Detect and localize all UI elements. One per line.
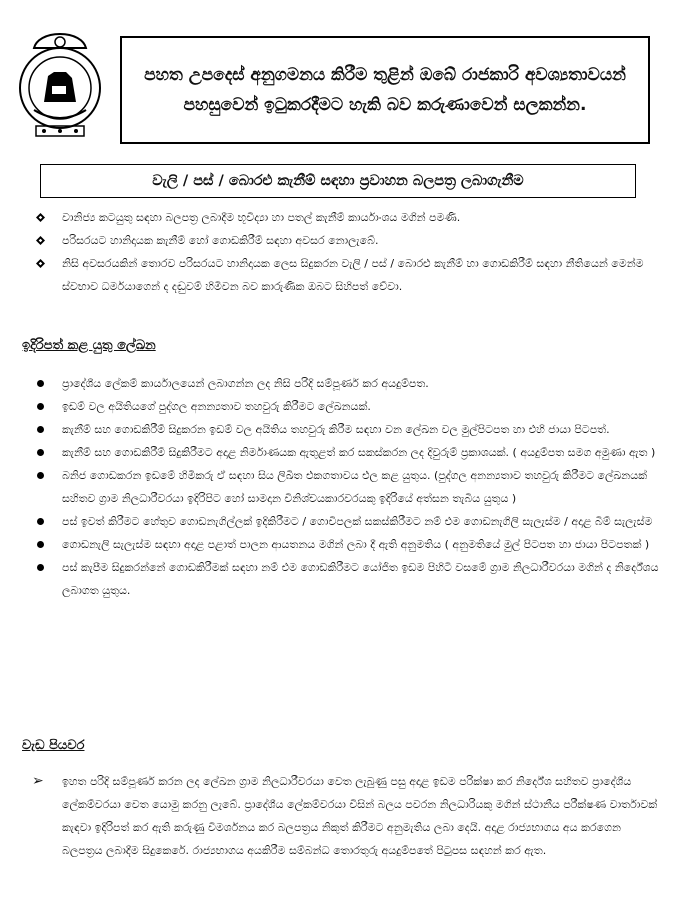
intro-item-text: පරිසරයට හානිදායක කැනීම් හෝ ගොඩකිරීම් සඳහා අවසර නොලැබේ. bbox=[62, 234, 379, 247]
list-item bbox=[22, 533, 662, 556]
document-item-text: පස් ඉවත් කිරීමට හේතුව ගොඩනැගිල්ලක් ඉදිකිරීමට / ගොවිපලක් සකස්කිරීමට නම් එම ගොඩනැගිලි සැලැස්ම / අදාළ බිම් සැලැස්ම bbox=[62, 515, 653, 528]
document-item-text: කැනීම් සහ ගොඩකිරීම් සිදුකරන ඉඩම් වල අයිතිය තහවුරු කිරීම සඳහා වන ලේඛන වල මුල්පිටපත හා එහි ජායා පිටපත්. bbox=[62, 423, 610, 436]
arrow-bullet-icon: ➢ bbox=[32, 773, 44, 789]
document-item-text: ඉඩම් වල අයිතියගේ පුද්ගල අනන්‍යතාව තහවුරු කිරීමට ලේඛනයක්. bbox=[62, 400, 371, 413]
documents-list bbox=[22, 372, 662, 602]
document-title: වැලි / පස් / බොරළු කැනීම් සඳහා ප්‍රවාහන බලපත්‍ර ලබාගැනීම bbox=[152, 173, 524, 189]
list-item bbox=[22, 510, 662, 533]
round-bullet-icon bbox=[37, 541, 44, 548]
procedure-section bbox=[22, 770, 662, 862]
list-item bbox=[22, 556, 662, 602]
diamond-bullet-icon bbox=[36, 213, 45, 222]
intro-item-text: වානිජ්‍ය කටයුතු සඳහා බලපත්‍ර ලබාදීම භූවිද්‍යා හා පතල් කැනීම් කාර්යාංශය මගින් පමණි. bbox=[62, 211, 461, 224]
round-bullet-icon bbox=[37, 426, 44, 433]
list-item bbox=[22, 252, 662, 298]
list-item bbox=[22, 464, 662, 510]
round-bullet-icon bbox=[37, 518, 44, 525]
document-item-text: ප්‍රාදේශීය ලේකම් කාර්යාලයෙන් ලබාගන්න ලද නිසි පරිදි සම්පූර්ණ කර අයදුම්පත. bbox=[62, 377, 429, 390]
list-item bbox=[22, 229, 662, 252]
notice-header-box bbox=[120, 36, 650, 144]
round-bullet-icon bbox=[37, 449, 44, 456]
procedure-item-text: ඉහත පරිදි සම්පූර්ණ කරන ලද ලේඛන ග්‍රාම නිලධාරීවරයා වෙත ලැබුණු පසු අදාළ ඉඩම පරික්ෂා කර නිර්දේශ සහිතව ප්‍රාදේශීය ලේකම්වරයා වෙත යොමු කරනු ලැබේ. ප්‍රාදේශීය ලේකම්වරයා විසින් බලය පවරන නිලධාරියකු මගින් ස්ථානීය පරීක්ෂණ වාර්තාවක් කැඳවා ඉදිරිපත් කර ඇති කරුණු විමර්ශනය කර බලපත්‍රය නිකුත් කිරීමට අනුමැතිය ලබා දෙයි. අදාළ රාජ්‍යභාගය අය කරගෙන බලපත්‍රය ලබාදීම සිදුකෙරේ. රාජ්‍යභාගය අයකිරීම සම්බන්ධ තොරතුරු අයදුම්පතේ පිටුපස සඳහන් කර ඇත. bbox=[62, 775, 658, 857]
intro-section bbox=[22, 206, 662, 298]
document-item-text: ගොඩනැලි සැලැස්ම සඳහා අදාළ පළාත් පාලන ආයතනය මගින් ලබා දී ඇති අනුමතිය ( අනුමතියේ මුල් පිටපත හා ජායා පිටපතක් ) bbox=[62, 538, 650, 551]
list-item bbox=[22, 206, 662, 229]
list-item bbox=[22, 372, 662, 395]
intro-item-text: නිසි අවසරයකින් තොරව පරිසරයට හානිදායක ලෙස සිදුකරන වැලි / පස් / බොරළු කැනීම් හා ගොඩකිරීම් සඳහා නීතියෙන් මෙන්ම ස්වභාව ධර්මයාගෙන් ද දඬුවම් හිමිවන බව කාරුණික ඔබට සිහිපත් වේවා. bbox=[62, 257, 644, 293]
list-item bbox=[22, 395, 662, 418]
intro-list bbox=[22, 206, 662, 298]
document-item-text: පස් කැපීම සිදුකරන්නේ ගොඩකිරීමක් සඳහා නම් එම ගොඩකිරීමට යෝජිත ඉඩම පිහිටි වසමේ ග්‍රාම නිලධාරීවරයා මගින් ද නිර්දේශය ලබාගත යුතුය. bbox=[62, 561, 659, 597]
document-title-box bbox=[40, 164, 636, 198]
diamond-bullet-icon bbox=[36, 236, 45, 245]
procedure-list bbox=[22, 770, 662, 862]
list-item bbox=[22, 441, 662, 464]
documents-heading: ඉදිරිපත් කළ යුතු ලේඛන bbox=[22, 338, 156, 353]
documents-section bbox=[22, 372, 662, 602]
document-item-text: කැනීම් සහ ගොඩකිරීම් සිදුකිරීමට අදාළ නිර්මාණයක ඇතුළත් කර සකස්කරන ලද දිවුරුම් ප්‍රකාශයක්. ( අයදුම්පත සමග අමුණා ඇත ) bbox=[62, 446, 656, 459]
round-bullet-icon bbox=[37, 403, 44, 410]
document-item-text: බනිජ ගොඩකරන ඉඩමේ හිමිකරු ඒ සඳහා සිය ලිඛිත එකගතාවය එල කළ යුතුය. (පුද්ගල අනන්‍යතාව තහවුරු කිරීමට ලේඛනයක් සහිතව ග්‍රාම නිලධාරීවරයා ඉදිරිපිට හෝ සාමදාන විනිශ්චයකාරවරයකු ඉදිරියේ අත්සන තැබිය යුතුය ) bbox=[62, 469, 648, 505]
list-item bbox=[22, 418, 662, 441]
list-item bbox=[22, 770, 662, 862]
government-emblem-icon bbox=[14, 30, 106, 142]
notice-header-text: පහත උපදෙස් අනුගමනය කිරීම තුළින් ඔබේ රාජකාරි අවශ්‍යතාවයන් පහසුවෙන් ඉටුකරදීමට හැකි බව කරුණාවෙන් සලකන්න. bbox=[144, 65, 626, 115]
round-bullet-icon bbox=[37, 472, 44, 479]
procedure-heading: වැඩ පියවර bbox=[22, 738, 85, 753]
diamond-bullet-icon bbox=[36, 259, 45, 268]
round-bullet-icon bbox=[37, 564, 44, 571]
round-bullet-icon bbox=[37, 380, 44, 387]
